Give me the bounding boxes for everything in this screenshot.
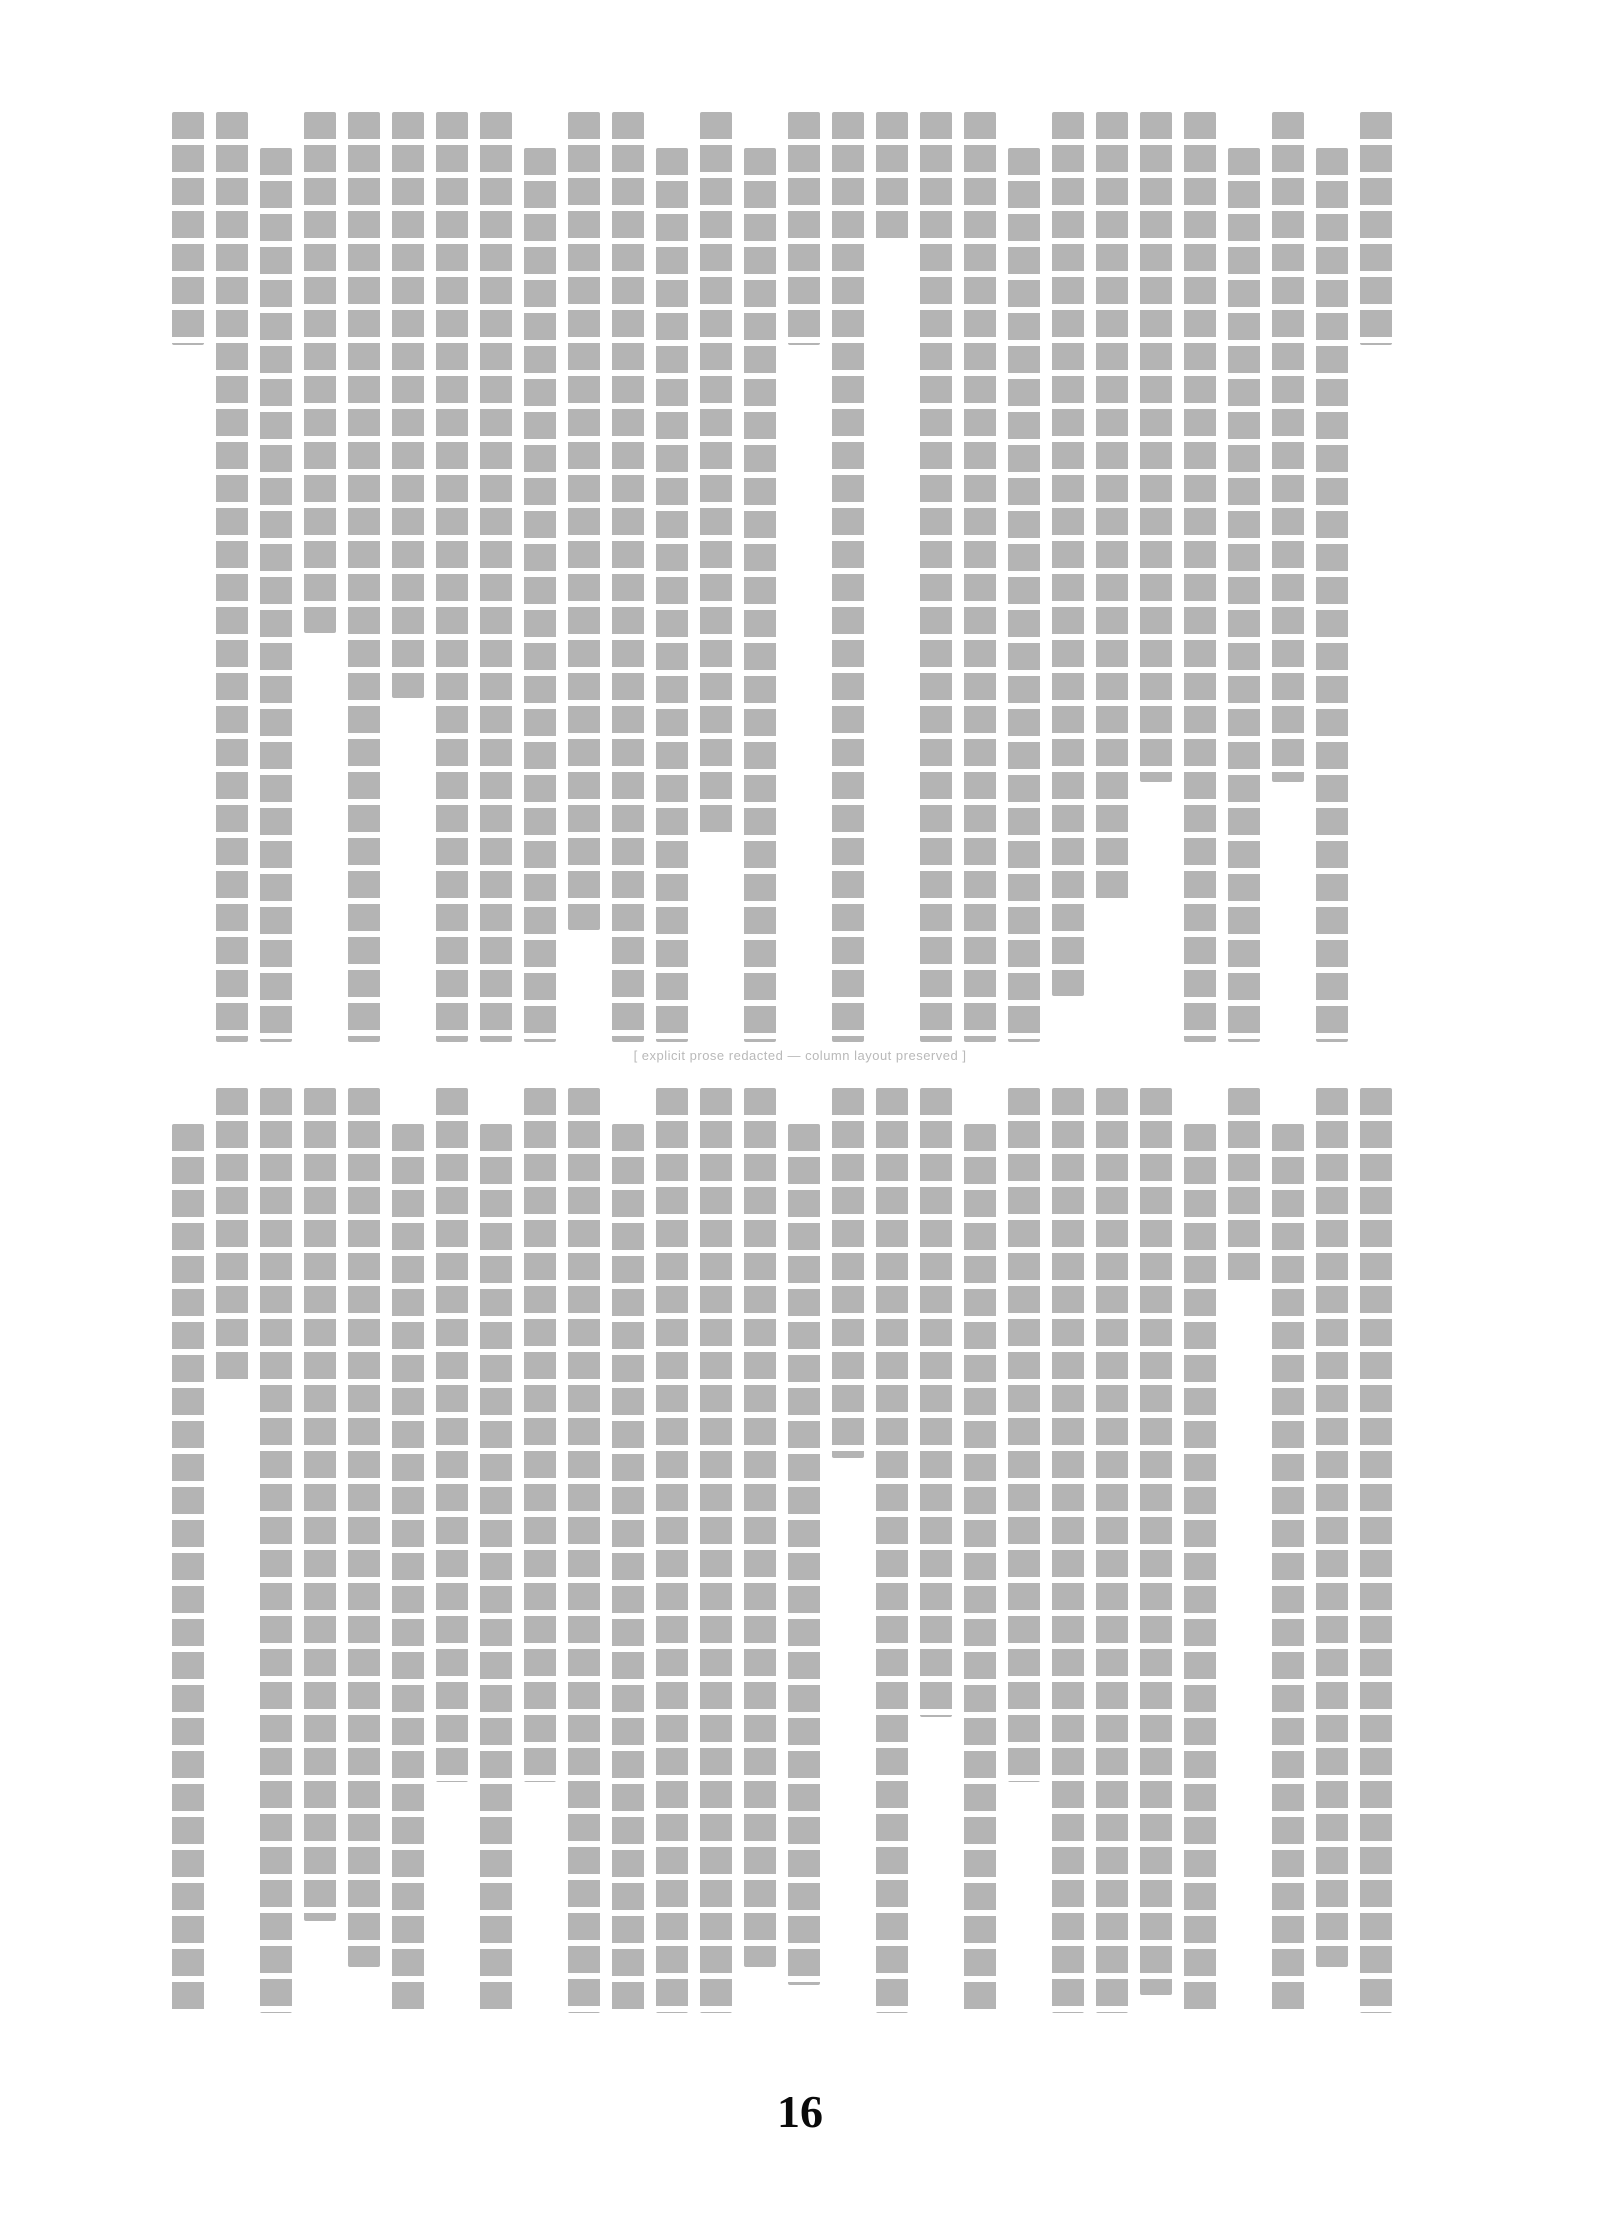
redacted-text-column <box>524 1088 556 1782</box>
redacted-text-column <box>172 112 204 345</box>
redacted-text-column <box>260 148 292 1042</box>
redacted-text-column <box>392 112 424 698</box>
top-text-block <box>166 112 1398 1042</box>
redacted-text-column <box>1140 112 1172 782</box>
redacted-text-column <box>744 148 776 1042</box>
redacted-text-column <box>348 112 380 1042</box>
redaction-notice: [ explicit prose redacted — column layout preserved ] <box>633 1048 967 1063</box>
redacted-text-column <box>920 1088 952 1717</box>
redacted-text-column <box>1008 148 1040 1042</box>
redacted-text-column <box>1140 1088 1172 1995</box>
redacted-text-column <box>788 112 820 345</box>
redacted-text-column <box>1052 1088 1084 2013</box>
bottom-text-block <box>166 1088 1398 2013</box>
redacted-text-column <box>216 1088 248 1384</box>
redacted-text-column <box>876 1088 908 2013</box>
redacted-text-column <box>700 112 732 837</box>
redacted-text-column <box>1096 112 1128 903</box>
redacted-text-column <box>876 112 908 242</box>
redacted-text-column <box>1052 112 1084 996</box>
redacted-text-column <box>1272 1124 1304 2013</box>
redacted-text-column <box>1316 1088 1348 1967</box>
redacted-text-column <box>832 112 864 1042</box>
redacted-text-column <box>964 1124 996 2013</box>
redacted-text-column <box>700 1088 732 2013</box>
redacted-text-column <box>1008 1088 1040 1782</box>
redacted-text-column <box>304 112 336 633</box>
redacted-text-column <box>656 148 688 1042</box>
redacted-text-column <box>1360 1088 1392 2013</box>
redacted-text-column <box>436 1088 468 1782</box>
redacted-text-column <box>1096 1088 1128 2013</box>
redacted-text-column <box>436 112 468 1042</box>
redacted-text-column <box>1228 148 1260 1042</box>
redacted-text-column <box>1184 1124 1216 2013</box>
redacted-text-column <box>1316 148 1348 1042</box>
redacted-text-column <box>1272 112 1304 782</box>
redacted-text-column <box>964 112 996 1042</box>
redacted-text-column <box>260 1088 292 2013</box>
redacted-text-column <box>524 148 556 1042</box>
redacted-text-column <box>788 1124 820 1985</box>
page-number: 16 <box>777 2086 823 2137</box>
redacted-text-column <box>480 112 512 1042</box>
redacted-text-column <box>348 1088 380 1967</box>
redacted-text-column <box>1184 112 1216 1042</box>
redacted-text-column <box>304 1088 336 1921</box>
redacted-text-column <box>216 112 248 1042</box>
redacted-text-column <box>612 112 644 1042</box>
redacted-text-column <box>1228 1088 1260 1282</box>
redacted-text-column <box>392 1124 424 2013</box>
redacted-text-column <box>568 112 600 930</box>
redacted-text-column <box>1360 112 1392 345</box>
redacted-text-column <box>744 1088 776 1967</box>
redacted-text-column <box>920 112 952 1042</box>
redacted-text-column <box>832 1088 864 1458</box>
redacted-text-column <box>480 1124 512 2013</box>
redacted-text-column <box>172 1124 204 2013</box>
redacted-text-column <box>656 1088 688 2013</box>
redacted-text-column <box>612 1124 644 2013</box>
redacted-text-column <box>568 1088 600 2013</box>
